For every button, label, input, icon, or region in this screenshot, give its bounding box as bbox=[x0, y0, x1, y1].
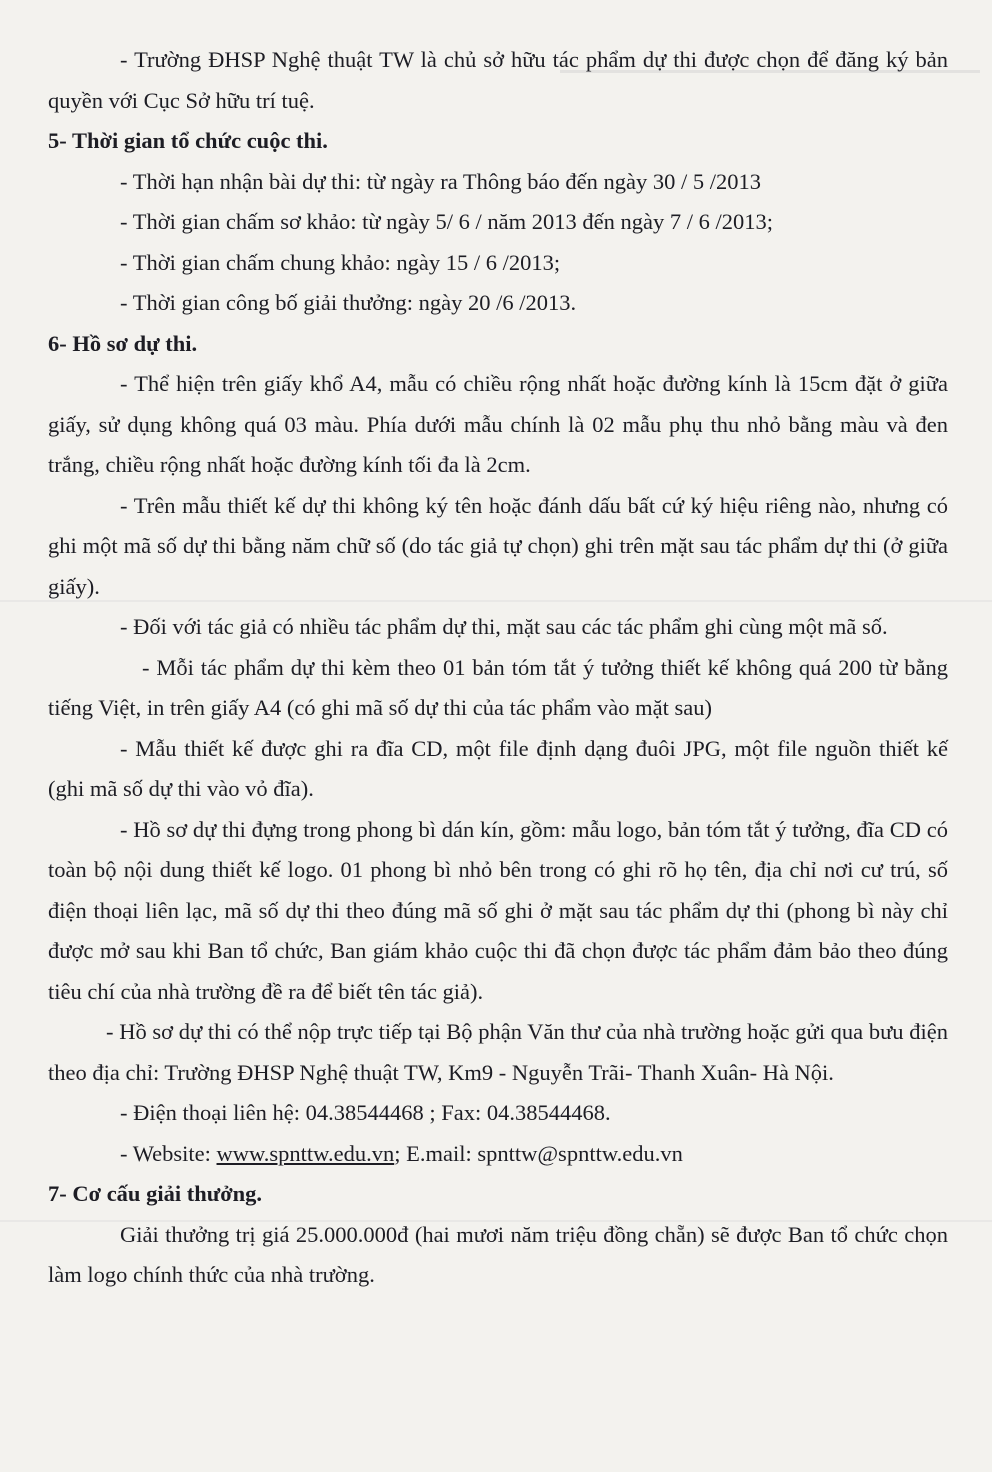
website-link[interactable]: www.spnttw.edu.vn bbox=[216, 1140, 395, 1166]
section-7-heading: 7- Cơ cấu giải thưởng. bbox=[48, 1181, 263, 1206]
section-5-heading: 5- Thời gian tổ chức cuộc thi. bbox=[48, 128, 328, 153]
requirement-multiple-works: - Đối với tác giả có nhiều tác phẩm dự thi, mặt sau các tác phẩm ghi cùng một mã số. bbox=[120, 614, 888, 639]
website-label: - Website: bbox=[120, 1140, 217, 1166]
requirement-cd: - Mẫu thiết kế được ghi ra đĩa CD, một file định dạng đuôi JPG, một file nguồn thiết kế (ghi mã số dự thi vào vỏ đĩa). bbox=[48, 735, 948, 801]
submission-address: - Hồ sơ dự thi có thể nộp trực tiếp tại Bộ phận Văn thư của nhà trường hoặc gửi qua bưu điện theo địa chỉ: Trường ĐHSP Nghệ thuật TW, Km9 - Nguyễn Trãi- Thanh Xuân- Hà Nội. bbox=[48, 1019, 948, 1085]
contact-phone: - Điện thoại liên hệ: 04.38544468 ; Fax: 04.38544468. bbox=[120, 1100, 611, 1125]
document-page bbox=[48, 40, 948, 1296]
requirement-envelope: - Hồ sơ dự thi đựng trong phong bì dán kín, gồm: mẫu logo, bản tóm tắt ý tưởng, đĩa CD có toàn bộ nội dung thiết kế logo. 01 phong bì nhỏ bên trong có ghi rõ họ tên, địa chỉ nơi cư trú, số điện thoại liên lạc, mã số dự thi theo đúng mã số ghi ở mặt sau tác phẩm dự thi (phong bì này chỉ được mở sau khi Ban tổ chức, Ban giám khảo cuộc thi đã chọn được tác phẩm đảm bảo theo đúng tiêu chí của nhà trường đề ra để biết tên tác giả). bbox=[48, 816, 948, 1004]
contact-web bbox=[48, 1134, 948, 1175]
requirement-no-signature: - Trên mẫu thiết kế dự thi không ký tên hoặc đánh dấu bất cứ ký hiệu riêng nào, nhưng có ghi một mã số dự thi bằng năm chữ số (do tác giả tự chọn) ghi trên mặt sau tác phẩm dự thi (ở giữa giấy). bbox=[48, 492, 948, 599]
requirement-format: - Thể hiện trên giấy khổ A4, mẫu có chiều rộng nhất hoặc đường kính là 15cm đặt ở giữa giấy, sử dụng không quá 03 màu. Phía dưới mẫu chính là 02 mẫu phụ thu nhỏ bằng màu và đen trắng, chiều rộng nhất hoặc đường kính tối đa là 2cm. bbox=[48, 371, 948, 477]
requirement-summary: - Mỗi tác phẩm dự thi kèm theo 01 bản tóm tắt ý tưởng thiết kế không quá 200 từ bằng tiếng Việt, in trên giấy A4 (có ghi mã số dự thi của tác phẩm vào mặt sau) bbox=[48, 654, 948, 720]
time-final: - Thời gian chấm chung khảo: ngày 15 / 6 /2013; bbox=[120, 249, 561, 275]
time-announcement: - Thời gian công bố giải thưởng: ngày 20 /6 /2013. bbox=[120, 290, 577, 315]
ownership-paragraph: - Trường ĐHSP Nghệ thuật TW là chủ sở hữu tác phẩm dự thi được chọn để đăng ký bản quyền với Cục Sở hữu trí tuệ. bbox=[48, 47, 948, 113]
prize-paragraph: Giải thưởng trị giá 25.000.000đ (hai mươi năm triệu đồng chẵn) sẽ được Ban tổ chức chọn làm logo chính thức của nhà trường. bbox=[48, 1221, 948, 1287]
time-deadline: - Thời hạn nhận bài dự thi: từ ngày ra Thông báo đến ngày 30 / 5 /2013 bbox=[120, 168, 761, 194]
email-text: ; E.mail: spnttw@spnttw.edu.vn bbox=[394, 1140, 683, 1166]
time-preliminary: - Thời gian chấm sơ khảo: từ ngày 5/ 6 / năm 2013 đến ngày 7 / 6 /2013; bbox=[120, 209, 773, 234]
section-6-heading: 6- Hồ sơ dự thi. bbox=[48, 330, 198, 356]
